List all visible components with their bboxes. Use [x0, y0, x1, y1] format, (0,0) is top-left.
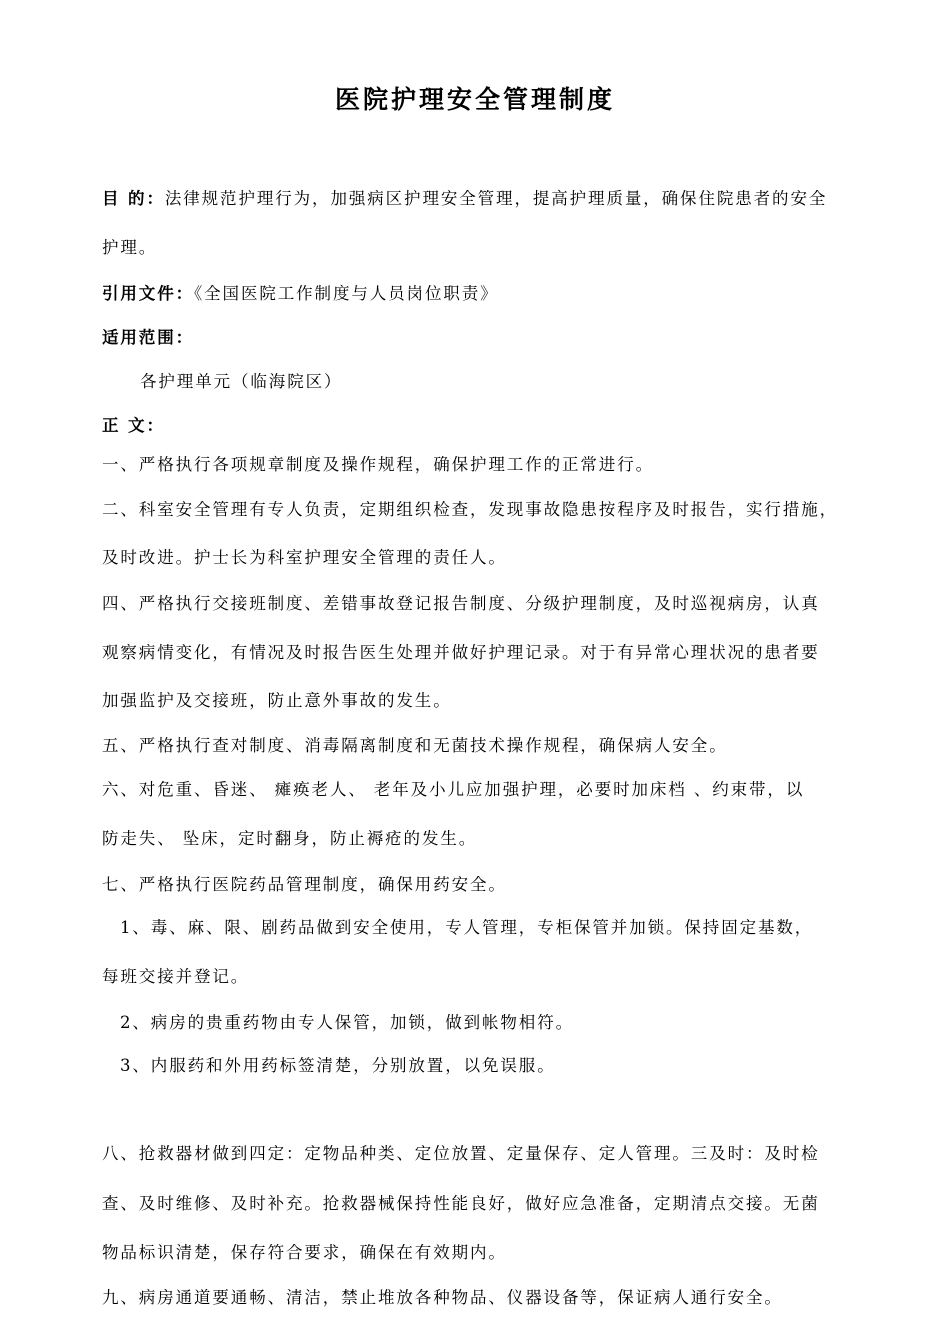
purpose-text: 法律规范护理行为，加强病区护理安全管理，提高护理质量，确保住院患者的安全 [164, 189, 828, 208]
reference-label: 引用文件： [102, 284, 194, 303]
body-line: 七、严格执行医院药品管理制度，确保用药安全。 [102, 875, 507, 894]
purpose-label: 目 的： [102, 189, 165, 208]
scope-label: 适用范围： [102, 328, 194, 347]
purpose-continuation: 护理。 [102, 238, 158, 257]
body-label: 正 文： [102, 416, 165, 435]
body-line: 物品标识清楚，保存符合要求，确保在有效期内。 [102, 1243, 507, 1262]
body-line: 防走失、 坠床，定时翻身，防止褥疮的发生。 [102, 829, 478, 848]
sub-item-line: 3、内服药和外用药标签清楚，分别放置，以免误服。 [120, 1056, 556, 1075]
body-line: 加强监护及交接班，防止意外事故的发生。 [102, 691, 452, 710]
reference-text: 《全国医院工作制度与人员岗位职责》 [194, 284, 499, 303]
body-line: 八、抢救器材做到四定：定物品种类、定位放置、定量保存、定人管理。三及时：及时检 [102, 1144, 820, 1163]
body-line: 查、及时维修、及时补充。抢救器械保持性能良好，做好应急准备，定期清点交接。无菌 [102, 1194, 820, 1213]
reference-line [102, 282, 499, 306]
body-line: 六、对危重、昏迷、 瘫痪老人、 老年及小儿应加强护理，必要时加床档 、约束带，以 [102, 780, 805, 799]
sub-item-line: 1、毒、麻、限、剧药品做到安全使用，专人管理，专柜保管并加锁。保持固定基数， [120, 918, 814, 937]
scope-text: 各护理单元（临海院区） [140, 372, 343, 391]
body-line: 九、病房通道要通畅、清洁，禁止堆放各种物品、仪器设备等，保证病人通行安全。 [102, 1288, 783, 1307]
body-line: 及时改进。护士长为科室护理安全管理的责任人。 [102, 548, 507, 567]
purpose-line [102, 187, 827, 211]
body-line: 二、科室安全管理有专人负责，定期组织检查，发现事故隐患按程序及时报告，实行措施， [102, 500, 838, 519]
sub-item-line: 2、病房的贵重药物由专人保管，加锁，做到帐物相符。 [120, 1013, 574, 1032]
sub-item-continuation: 每班交接并登记。 [102, 967, 250, 986]
body-line: 观察病情变化，有情况及时报告医生处理并做好护理记录。对于有异常心理状况的患者要 [102, 643, 820, 662]
body-line: 五、严格执行查对制度、消毒隔离制度和无菌技术操作规程，确保病人安全。 [102, 736, 728, 755]
body-line: 一、严格执行各项规章制度及操作规程，确保护理工作的正常进行。 [102, 455, 654, 474]
body-line: 四、严格执行交接班制度、差错事故登记报告制度、分级护理制度，及时巡视病房，认真 [102, 594, 820, 613]
document-title: 医院护理安全管理制度 [334, 85, 615, 114]
